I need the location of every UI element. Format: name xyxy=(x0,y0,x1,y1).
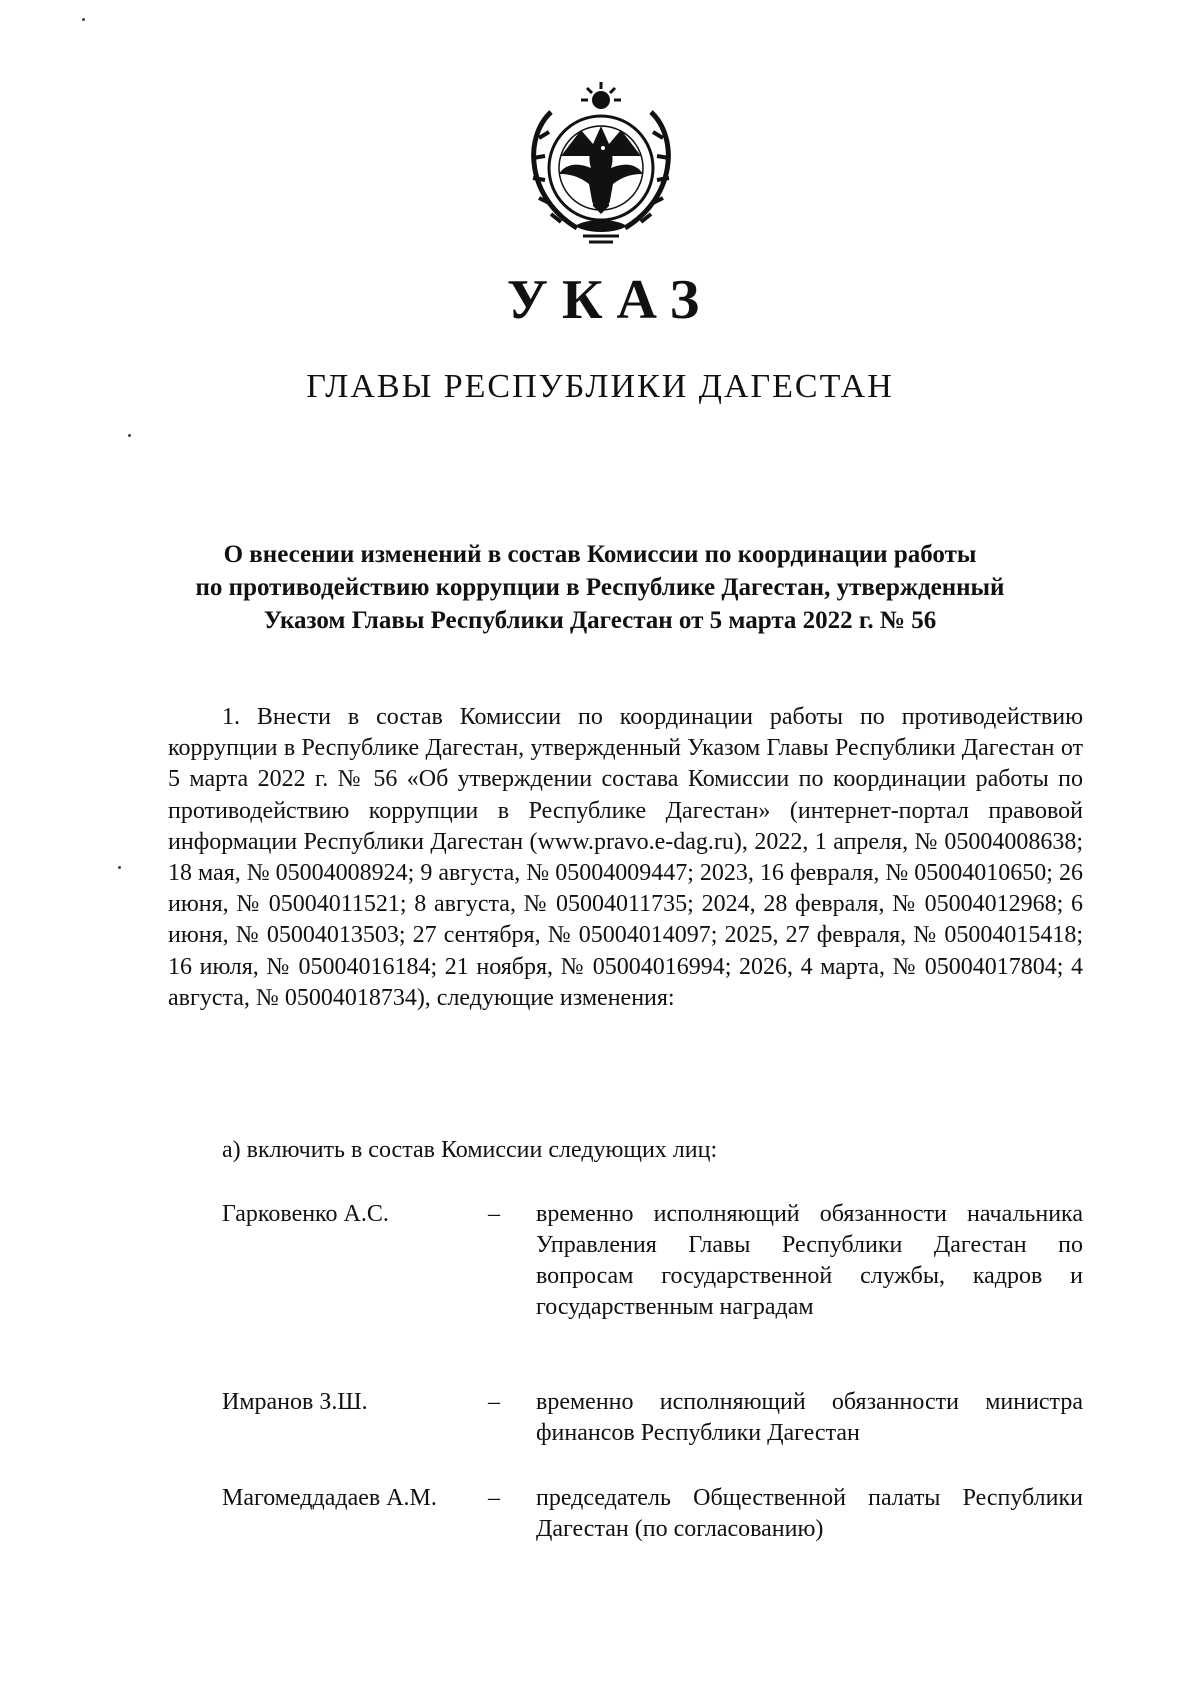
member-dash: – xyxy=(488,1201,500,1227)
paragraph-1: 1. Внести в состав Комиссии по координации работы по противодействию коррупции в Республике Дагестан, утвержденный Указом Главы Республики Дагестан от 5 марта 2022 г. № 56 «Об утверждении состава Комиссии по координации работы по противодействию коррупции в Республике Дагестан» (интернет-портал правовой информации Республики Дагестан (www.pravo.e-dag.ru), 2022, 1 апреля, № 05004008638; 18 мая, № 05004008924; 9 августа, № 05004009447; 2023, 16 февраля, № 05004010650; 26 июня, № 05004011521; 8 августа, № 05004011735; 2024, 28 февраля, № 05004012968; 6 июня, № 05004013503; 27 сентября, № 05004014097; 2025, 27 февраля, № 05004015418; 16 июля, № 05004016184; 21 ноября, № 05004016994; 2026, 4 марта, № 05004017804; 4 августа, № 05004018734), следующие изменения: xyxy=(168,704,1083,1011)
member-name: Имранов З.Ш. xyxy=(222,1389,368,1415)
issuing-authority: ГЛАВЫ РЕСПУБЛИКИ ДАГЕСТАН xyxy=(306,368,894,405)
title-line: О внесении изменений в состав Комиссии по координации работы xyxy=(223,541,977,568)
member-description: временно исполняющий обязанности начальника Управления Главы Республики Дагестан по вопросам государственной службы, кадров и государственным наградам xyxy=(536,1201,1083,1320)
scan-speck xyxy=(118,866,121,869)
member-name: Гарковенко А.С. xyxy=(222,1201,389,1227)
scan-speck xyxy=(82,18,85,21)
title-line: Указом Главы Республики Дагестан от 5 марта 2022 г. № 56 xyxy=(263,607,937,634)
scan-speck xyxy=(128,434,131,437)
document-title xyxy=(150,538,1050,637)
title-line: по противодействию коррупции в Республике Дагестан, утвержденный xyxy=(195,574,1005,601)
member-description: председатель Общественной палаты Республики Дагестан (по согласованию) xyxy=(536,1485,1083,1542)
member-description: временно исполняющий обязанности министра финансов Республики Дагестан xyxy=(536,1389,1083,1446)
dagestan-coat-of-arms-icon xyxy=(517,78,685,250)
coat-of-arms-emblem xyxy=(517,78,685,250)
member-dash: – xyxy=(488,1485,500,1511)
member-dash: – xyxy=(488,1389,500,1415)
sub-item-a: а) включить в состав Комиссии следующих лиц: xyxy=(222,1137,718,1163)
member-name: Магомеддадаев А.М. xyxy=(222,1485,437,1511)
document-type-heading: УКАЗ xyxy=(506,269,714,331)
